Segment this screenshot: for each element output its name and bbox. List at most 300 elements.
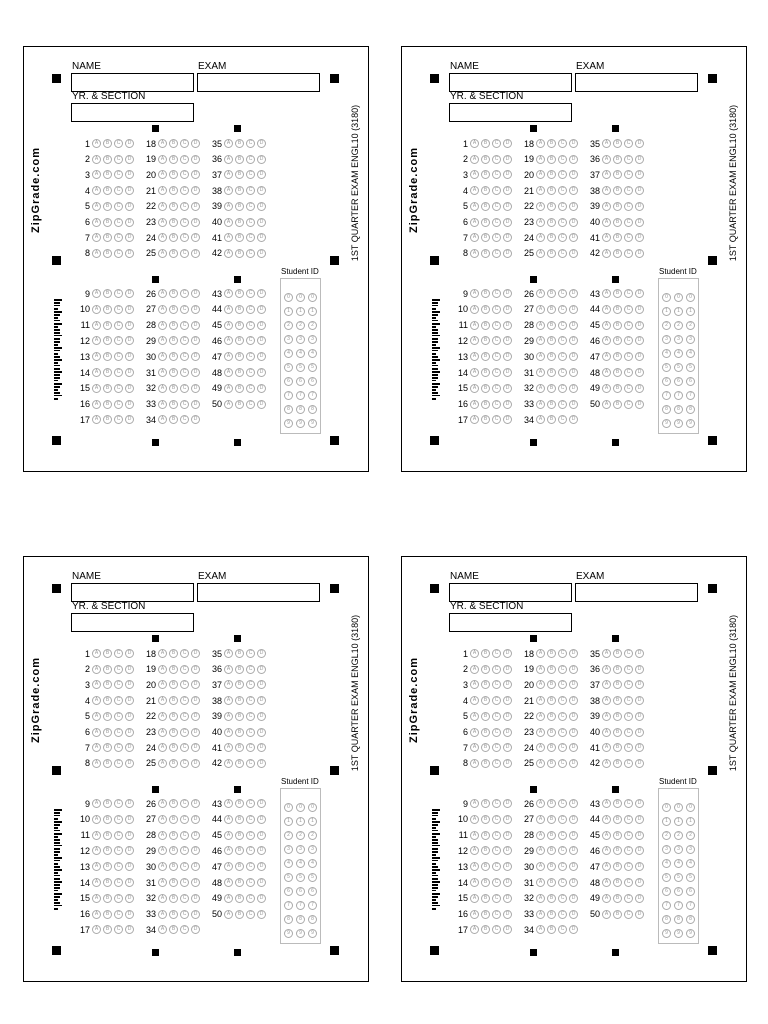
- answer-bubble[interactable]: C: [558, 799, 567, 808]
- answer-bubble[interactable]: D: [569, 336, 578, 345]
- answer-bubble[interactable]: A: [602, 400, 611, 409]
- answer-bubble[interactable]: A: [602, 321, 611, 330]
- answer-bubble[interactable]: A: [470, 305, 479, 314]
- answer-bubble[interactable]: B: [235, 249, 244, 258]
- answer-bubble[interactable]: C: [558, 368, 567, 377]
- student-id-bubble[interactable]: 6: [284, 887, 293, 896]
- answer-bubble[interactable]: A: [92, 759, 101, 768]
- answer-bubble[interactable]: B: [613, 400, 622, 409]
- answer-bubble[interactable]: D: [257, 218, 266, 227]
- answer-bubble[interactable]: C: [624, 155, 633, 164]
- section-field[interactable]: [71, 613, 194, 632]
- answer-bubble[interactable]: C: [114, 846, 123, 855]
- answer-bubble[interactable]: C: [246, 321, 255, 330]
- answer-bubble[interactable]: D: [635, 321, 644, 330]
- student-id-bubble[interactable]: 8: [296, 405, 305, 414]
- student-id-bubble[interactable]: 5: [686, 363, 695, 372]
- answer-bubble[interactable]: A: [158, 186, 167, 195]
- answer-bubble[interactable]: D: [191, 925, 200, 934]
- answer-bubble[interactable]: A: [602, 665, 611, 674]
- answer-bubble[interactable]: C: [558, 759, 567, 768]
- answer-bubble[interactable]: B: [103, 202, 112, 211]
- answer-bubble[interactable]: C: [246, 233, 255, 242]
- answer-bubble[interactable]: C: [558, 139, 567, 148]
- answer-bubble[interactable]: A: [536, 202, 545, 211]
- answer-bubble[interactable]: B: [169, 712, 178, 721]
- answer-bubble[interactable]: D: [191, 680, 200, 689]
- answer-bubble[interactable]: A: [470, 910, 479, 919]
- answer-bubble[interactable]: A: [224, 910, 233, 919]
- answer-bubble[interactable]: D: [257, 249, 266, 258]
- answer-bubble[interactable]: B: [481, 155, 490, 164]
- answer-bubble[interactable]: A: [92, 815, 101, 824]
- answer-bubble[interactable]: D: [191, 249, 200, 258]
- student-id-bubble[interactable]: 0: [662, 293, 671, 302]
- answer-bubble[interactable]: B: [481, 186, 490, 195]
- answer-bubble[interactable]: A: [536, 415, 545, 424]
- answer-bubble[interactable]: C: [246, 155, 255, 164]
- answer-bubble[interactable]: C: [180, 321, 189, 330]
- answer-bubble[interactable]: B: [613, 321, 622, 330]
- answer-bubble[interactable]: D: [191, 368, 200, 377]
- answer-bubble[interactable]: C: [492, 336, 501, 345]
- answer-bubble[interactable]: C: [180, 233, 189, 242]
- answer-bubble[interactable]: A: [158, 218, 167, 227]
- answer-bubble[interactable]: D: [569, 415, 578, 424]
- answer-bubble[interactable]: B: [235, 368, 244, 377]
- answer-bubble[interactable]: B: [613, 712, 622, 721]
- answer-bubble[interactable]: C: [246, 831, 255, 840]
- answer-bubble[interactable]: C: [180, 759, 189, 768]
- answer-bubble[interactable]: B: [235, 759, 244, 768]
- answer-bubble[interactable]: B: [481, 894, 490, 903]
- student-id-bubble[interactable]: 5: [674, 873, 683, 882]
- answer-bubble[interactable]: D: [569, 170, 578, 179]
- answer-bubble[interactable]: D: [257, 170, 266, 179]
- answer-bubble[interactable]: A: [602, 680, 611, 689]
- answer-bubble[interactable]: D: [257, 712, 266, 721]
- answer-bubble[interactable]: D: [635, 233, 644, 242]
- answer-bubble[interactable]: B: [103, 368, 112, 377]
- answer-bubble[interactable]: A: [536, 368, 545, 377]
- answer-bubble[interactable]: B: [613, 289, 622, 298]
- student-id-bubble[interactable]: 5: [296, 873, 305, 882]
- answer-bubble[interactable]: C: [114, 815, 123, 824]
- answer-bubble[interactable]: B: [613, 910, 622, 919]
- answer-bubble[interactable]: D: [635, 400, 644, 409]
- answer-bubble[interactable]: B: [613, 352, 622, 361]
- answer-bubble[interactable]: C: [180, 799, 189, 808]
- answer-bubble[interactable]: C: [558, 289, 567, 298]
- answer-bubble[interactable]: B: [481, 862, 490, 871]
- answer-bubble[interactable]: B: [103, 925, 112, 934]
- answer-bubble[interactable]: C: [180, 696, 189, 705]
- answer-bubble[interactable]: A: [470, 815, 479, 824]
- answer-bubble[interactable]: C: [492, 680, 501, 689]
- answer-bubble[interactable]: D: [125, 368, 134, 377]
- answer-bubble[interactable]: A: [602, 862, 611, 871]
- answer-bubble[interactable]: C: [492, 712, 501, 721]
- answer-bubble[interactable]: D: [257, 878, 266, 887]
- answer-bubble[interactable]: B: [169, 799, 178, 808]
- answer-bubble[interactable]: C: [492, 202, 501, 211]
- answer-bubble[interactable]: D: [191, 759, 200, 768]
- answer-bubble[interactable]: D: [125, 186, 134, 195]
- answer-bubble[interactable]: D: [191, 170, 200, 179]
- answer-bubble[interactable]: D: [569, 249, 578, 258]
- answer-bubble[interactable]: D: [503, 743, 512, 752]
- answer-bubble[interactable]: B: [547, 170, 556, 179]
- answer-bubble[interactable]: D: [125, 289, 134, 298]
- answer-bubble[interactable]: D: [503, 305, 512, 314]
- answer-bubble[interactable]: B: [613, 665, 622, 674]
- answer-bubble[interactable]: A: [602, 155, 611, 164]
- student-id-bubble[interactable]: 4: [662, 349, 671, 358]
- answer-bubble[interactable]: B: [103, 815, 112, 824]
- answer-bubble[interactable]: A: [536, 894, 545, 903]
- answer-bubble[interactable]: C: [624, 894, 633, 903]
- answer-bubble[interactable]: D: [125, 649, 134, 658]
- answer-bubble[interactable]: B: [103, 336, 112, 345]
- answer-bubble[interactable]: B: [547, 680, 556, 689]
- answer-bubble[interactable]: D: [191, 862, 200, 871]
- answer-bubble[interactable]: D: [635, 155, 644, 164]
- answer-bubble[interactable]: A: [470, 665, 479, 674]
- answer-bubble[interactable]: A: [536, 696, 545, 705]
- answer-bubble[interactable]: D: [191, 910, 200, 919]
- answer-bubble[interactable]: C: [180, 400, 189, 409]
- answer-bubble[interactable]: C: [246, 289, 255, 298]
- answer-bubble[interactable]: A: [536, 139, 545, 148]
- answer-bubble[interactable]: C: [558, 910, 567, 919]
- answer-bubble[interactable]: D: [257, 368, 266, 377]
- answer-bubble[interactable]: A: [536, 712, 545, 721]
- answer-bubble[interactable]: A: [92, 831, 101, 840]
- answer-bubble[interactable]: C: [180, 862, 189, 871]
- answer-bubble[interactable]: A: [470, 894, 479, 903]
- student-id-bubble[interactable]: 3: [686, 845, 695, 854]
- answer-bubble[interactable]: C: [114, 352, 123, 361]
- answer-bubble[interactable]: D: [503, 649, 512, 658]
- answer-bubble[interactable]: D: [191, 155, 200, 164]
- student-id-bubble[interactable]: 4: [686, 859, 695, 868]
- answer-bubble[interactable]: C: [114, 862, 123, 871]
- answer-bubble[interactable]: C: [492, 289, 501, 298]
- answer-bubble[interactable]: D: [125, 925, 134, 934]
- answer-bubble[interactable]: A: [536, 155, 545, 164]
- student-id-bubble[interactable]: 5: [674, 363, 683, 372]
- student-id-bubble[interactable]: 8: [284, 915, 293, 924]
- student-id-bubble[interactable]: 3: [296, 335, 305, 344]
- student-id-bubble[interactable]: 2: [686, 831, 695, 840]
- answer-bubble[interactable]: A: [470, 649, 479, 658]
- student-id-bubble[interactable]: 9: [686, 929, 695, 938]
- answer-bubble[interactable]: C: [624, 743, 633, 752]
- answer-bubble[interactable]: B: [613, 831, 622, 840]
- student-id-bubble[interactable]: 5: [296, 363, 305, 372]
- student-id-bubble[interactable]: 9: [284, 419, 293, 428]
- answer-bubble[interactable]: D: [125, 910, 134, 919]
- answer-bubble[interactable]: A: [158, 728, 167, 737]
- answer-bubble[interactable]: D: [635, 712, 644, 721]
- student-id-bubble[interactable]: 4: [308, 349, 317, 358]
- answer-bubble[interactable]: B: [547, 878, 556, 887]
- student-id-bubble[interactable]: 0: [674, 803, 683, 812]
- answer-bubble[interactable]: C: [246, 862, 255, 871]
- student-id-bubble[interactable]: 7: [296, 391, 305, 400]
- answer-bubble[interactable]: D: [191, 831, 200, 840]
- answer-bubble[interactable]: B: [547, 321, 556, 330]
- answer-bubble[interactable]: D: [257, 846, 266, 855]
- answer-bubble[interactable]: C: [624, 249, 633, 258]
- answer-bubble[interactable]: B: [103, 289, 112, 298]
- answer-bubble[interactable]: A: [224, 305, 233, 314]
- answer-bubble[interactable]: A: [92, 352, 101, 361]
- answer-bubble[interactable]: A: [92, 665, 101, 674]
- answer-bubble[interactable]: B: [103, 759, 112, 768]
- answer-bubble[interactable]: C: [624, 680, 633, 689]
- answer-bubble[interactable]: C: [180, 925, 189, 934]
- answer-bubble[interactable]: A: [158, 400, 167, 409]
- answer-bubble[interactable]: C: [114, 680, 123, 689]
- answer-bubble[interactable]: B: [169, 665, 178, 674]
- student-id-bubble[interactable]: 4: [662, 859, 671, 868]
- answer-bubble[interactable]: C: [246, 696, 255, 705]
- answer-bubble[interactable]: B: [169, 680, 178, 689]
- student-id-bubble[interactable]: 0: [284, 803, 293, 812]
- answer-bubble[interactable]: B: [547, 202, 556, 211]
- answer-bubble[interactable]: B: [547, 862, 556, 871]
- answer-bubble[interactable]: A: [158, 846, 167, 855]
- answer-bubble[interactable]: A: [470, 743, 479, 752]
- answer-bubble[interactable]: C: [492, 400, 501, 409]
- answer-bubble[interactable]: C: [492, 139, 501, 148]
- answer-bubble[interactable]: A: [158, 878, 167, 887]
- answer-bubble[interactable]: D: [125, 170, 134, 179]
- answer-bubble[interactable]: B: [481, 665, 490, 674]
- student-id-bubble[interactable]: 7: [284, 391, 293, 400]
- answer-bubble[interactable]: A: [92, 218, 101, 227]
- student-id-bubble[interactable]: 7: [296, 901, 305, 910]
- answer-bubble[interactable]: C: [180, 712, 189, 721]
- answer-bubble[interactable]: A: [536, 352, 545, 361]
- student-id-bubble[interactable]: 6: [296, 377, 305, 386]
- answer-bubble[interactable]: C: [492, 155, 501, 164]
- answer-bubble[interactable]: B: [613, 846, 622, 855]
- answer-bubble[interactable]: A: [224, 712, 233, 721]
- answer-bubble[interactable]: B: [613, 878, 622, 887]
- answer-bubble[interactable]: B: [613, 759, 622, 768]
- exam-field[interactable]: [197, 583, 320, 602]
- student-id-bubble[interactable]: 5: [662, 363, 671, 372]
- answer-bubble[interactable]: B: [547, 289, 556, 298]
- answer-bubble[interactable]: C: [114, 894, 123, 903]
- answer-bubble[interactable]: B: [235, 696, 244, 705]
- answer-bubble[interactable]: B: [547, 910, 556, 919]
- answer-bubble[interactable]: D: [503, 352, 512, 361]
- answer-bubble[interactable]: D: [257, 336, 266, 345]
- answer-bubble[interactable]: B: [613, 249, 622, 258]
- answer-bubble[interactable]: D: [191, 400, 200, 409]
- answer-bubble[interactable]: A: [602, 305, 611, 314]
- answer-bubble[interactable]: A: [602, 233, 611, 242]
- answer-bubble[interactable]: B: [169, 696, 178, 705]
- answer-bubble[interactable]: A: [602, 384, 611, 393]
- answer-bubble[interactable]: A: [158, 910, 167, 919]
- answer-bubble[interactable]: B: [481, 289, 490, 298]
- answer-bubble[interactable]: B: [613, 155, 622, 164]
- answer-bubble[interactable]: B: [169, 321, 178, 330]
- answer-bubble[interactable]: B: [235, 384, 244, 393]
- answer-bubble[interactable]: D: [257, 139, 266, 148]
- student-id-bubble[interactable]: 4: [674, 349, 683, 358]
- answer-bubble[interactable]: B: [613, 233, 622, 242]
- answer-bubble[interactable]: D: [257, 665, 266, 674]
- student-id-bubble[interactable]: 3: [686, 335, 695, 344]
- student-id-bubble[interactable]: 7: [662, 391, 671, 400]
- answer-bubble[interactable]: B: [103, 649, 112, 658]
- answer-bubble[interactable]: D: [503, 894, 512, 903]
- answer-bubble[interactable]: B: [547, 249, 556, 258]
- answer-bubble[interactable]: D: [503, 665, 512, 674]
- answer-bubble[interactable]: C: [558, 680, 567, 689]
- answer-bubble[interactable]: B: [169, 862, 178, 871]
- answer-bubble[interactable]: A: [470, 759, 479, 768]
- answer-bubble[interactable]: A: [224, 649, 233, 658]
- answer-bubble[interactable]: D: [191, 336, 200, 345]
- answer-bubble[interactable]: D: [503, 878, 512, 887]
- answer-bubble[interactable]: C: [114, 649, 123, 658]
- answer-bubble[interactable]: A: [224, 400, 233, 409]
- answer-bubble[interactable]: D: [569, 368, 578, 377]
- student-id-bubble[interactable]: 2: [296, 831, 305, 840]
- student-id-bubble[interactable]: 8: [674, 405, 683, 414]
- answer-bubble[interactable]: B: [103, 321, 112, 330]
- answer-bubble[interactable]: D: [257, 400, 266, 409]
- student-id-bubble[interactable]: 6: [296, 887, 305, 896]
- answer-bubble[interactable]: A: [602, 249, 611, 258]
- answer-bubble[interactable]: D: [635, 384, 644, 393]
- answer-bubble[interactable]: D: [635, 186, 644, 195]
- answer-bubble[interactable]: B: [103, 878, 112, 887]
- student-id-bubble[interactable]: 4: [308, 859, 317, 868]
- answer-bubble[interactable]: A: [224, 680, 233, 689]
- answer-bubble[interactable]: D: [125, 155, 134, 164]
- answer-bubble[interactable]: C: [492, 862, 501, 871]
- answer-bubble[interactable]: A: [92, 202, 101, 211]
- answer-bubble[interactable]: C: [114, 712, 123, 721]
- answer-bubble[interactable]: B: [481, 878, 490, 887]
- answer-bubble[interactable]: A: [470, 170, 479, 179]
- answer-bubble[interactable]: D: [191, 743, 200, 752]
- student-id-bubble[interactable]: 2: [686, 321, 695, 330]
- answer-bubble[interactable]: B: [103, 846, 112, 855]
- answer-bubble[interactable]: A: [92, 894, 101, 903]
- answer-bubble[interactable]: D: [125, 815, 134, 824]
- answer-bubble[interactable]: A: [602, 799, 611, 808]
- answer-bubble[interactable]: C: [180, 186, 189, 195]
- answer-bubble[interactable]: A: [224, 336, 233, 345]
- answer-bubble[interactable]: C: [558, 170, 567, 179]
- answer-bubble[interactable]: B: [547, 665, 556, 674]
- answer-bubble[interactable]: C: [492, 305, 501, 314]
- answer-bubble[interactable]: A: [536, 815, 545, 824]
- answer-bubble[interactable]: D: [257, 352, 266, 361]
- student-id-bubble[interactable]: 2: [284, 831, 293, 840]
- answer-bubble[interactable]: B: [547, 336, 556, 345]
- answer-bubble[interactable]: B: [169, 155, 178, 164]
- answer-bubble[interactable]: D: [125, 878, 134, 887]
- answer-bubble[interactable]: D: [503, 759, 512, 768]
- student-id-bubble[interactable]: 2: [662, 831, 671, 840]
- answer-bubble[interactable]: B: [103, 155, 112, 164]
- answer-bubble[interactable]: C: [624, 799, 633, 808]
- answer-bubble[interactable]: C: [624, 170, 633, 179]
- answer-bubble[interactable]: B: [103, 233, 112, 242]
- answer-bubble[interactable]: D: [569, 712, 578, 721]
- answer-bubble[interactable]: C: [180, 218, 189, 227]
- student-id-bubble[interactable]: 7: [662, 901, 671, 910]
- student-id-bubble[interactable]: 7: [686, 391, 695, 400]
- answer-bubble[interactable]: D: [257, 321, 266, 330]
- answer-bubble[interactable]: A: [158, 759, 167, 768]
- answer-bubble[interactable]: B: [169, 400, 178, 409]
- student-id-bubble[interactable]: 1: [686, 817, 695, 826]
- answer-bubble[interactable]: D: [125, 665, 134, 674]
- answer-bubble[interactable]: C: [246, 400, 255, 409]
- answer-bubble[interactable]: A: [92, 336, 101, 345]
- answer-bubble[interactable]: B: [235, 910, 244, 919]
- exam-field[interactable]: [197, 73, 320, 92]
- answer-bubble[interactable]: B: [235, 712, 244, 721]
- answer-bubble[interactable]: B: [547, 846, 556, 855]
- answer-bubble[interactable]: B: [103, 400, 112, 409]
- answer-bubble[interactable]: B: [235, 862, 244, 871]
- answer-bubble[interactable]: D: [635, 139, 644, 148]
- answer-bubble[interactable]: B: [613, 862, 622, 871]
- answer-bubble[interactable]: A: [470, 218, 479, 227]
- answer-bubble[interactable]: C: [492, 384, 501, 393]
- answer-bubble[interactable]: C: [246, 218, 255, 227]
- answer-bubble[interactable]: C: [558, 743, 567, 752]
- answer-bubble[interactable]: A: [224, 186, 233, 195]
- answer-bubble[interactable]: C: [492, 368, 501, 377]
- student-id-bubble[interactable]: 3: [308, 845, 317, 854]
- answer-bubble[interactable]: D: [569, 878, 578, 887]
- student-id-bubble[interactable]: 9: [296, 929, 305, 938]
- student-id-bubble[interactable]: 5: [284, 363, 293, 372]
- answer-bubble[interactable]: B: [613, 728, 622, 737]
- answer-bubble[interactable]: D: [257, 815, 266, 824]
- answer-bubble[interactable]: D: [503, 170, 512, 179]
- answer-bubble[interactable]: C: [492, 831, 501, 840]
- answer-bubble[interactable]: C: [114, 139, 123, 148]
- answer-bubble[interactable]: A: [92, 249, 101, 258]
- answer-bubble[interactable]: C: [624, 712, 633, 721]
- answer-bubble[interactable]: A: [536, 680, 545, 689]
- student-id-bubble[interactable]: 6: [284, 377, 293, 386]
- answer-bubble[interactable]: C: [558, 321, 567, 330]
- answer-bubble[interactable]: D: [635, 665, 644, 674]
- answer-bubble[interactable]: D: [635, 352, 644, 361]
- answer-bubble[interactable]: B: [481, 910, 490, 919]
- section-field[interactable]: [449, 103, 572, 122]
- student-id-bubble[interactable]: 9: [674, 419, 683, 428]
- answer-bubble[interactable]: C: [492, 249, 501, 258]
- answer-bubble[interactable]: D: [503, 680, 512, 689]
- student-id-bubble[interactable]: 1: [686, 307, 695, 316]
- answer-bubble[interactable]: A: [602, 743, 611, 752]
